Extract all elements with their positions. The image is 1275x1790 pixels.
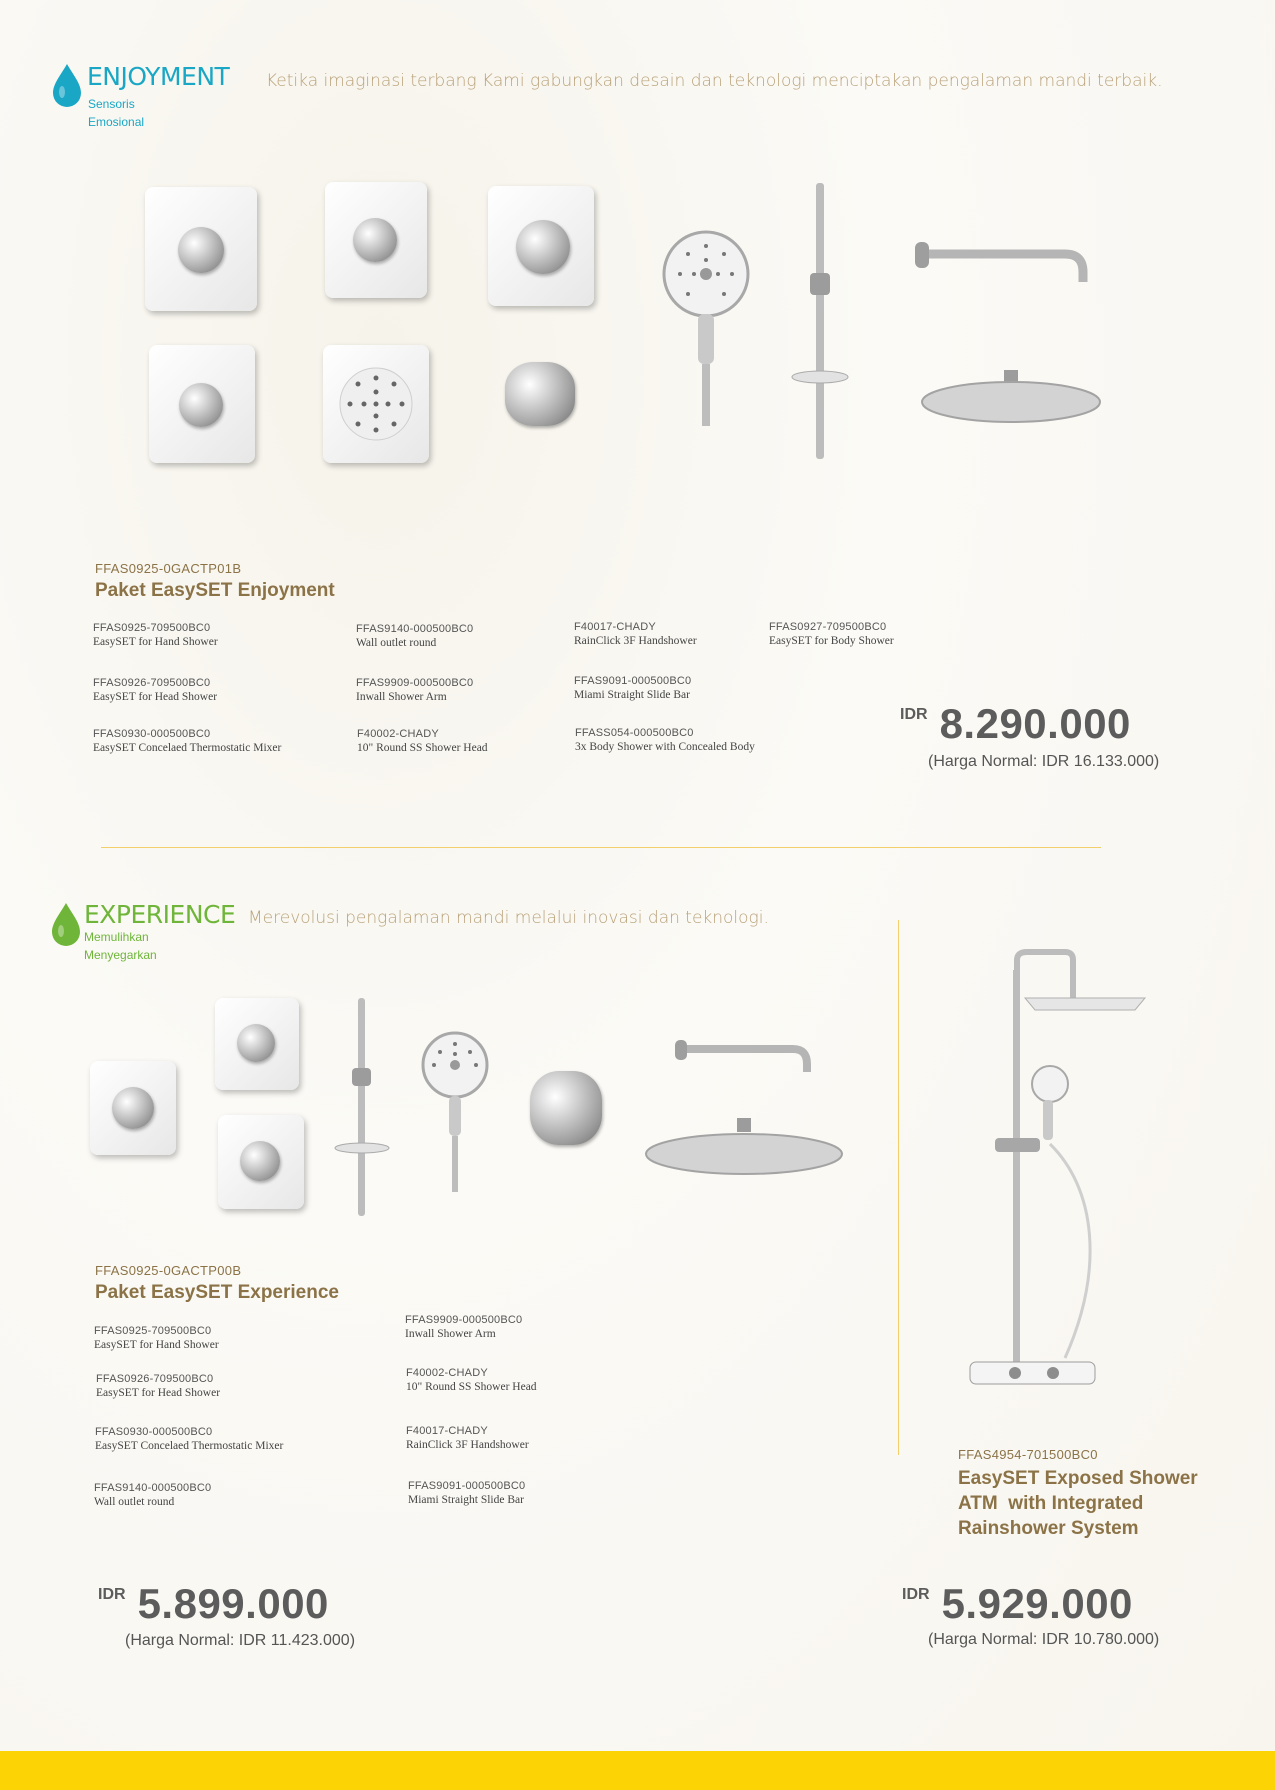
product-name-line: ATM with Integrated — [958, 1493, 1144, 1514]
item-code: F40017-CHADY — [406, 1425, 488, 1437]
item-code: FFAS9909-000500BC0 — [356, 677, 474, 689]
control-panel-image — [145, 187, 257, 311]
water-drop-icon — [49, 901, 83, 947]
nozzle-grid-graphic — [336, 364, 416, 444]
section-title-experience: EXPERIENCE — [84, 900, 236, 929]
thermostat-panel-image — [90, 1061, 176, 1155]
item-code: FFAS9140-000500BC0 — [94, 1482, 212, 1494]
normal-price: (Harga Normal: IDR 11.423.000) — [125, 1632, 356, 1649]
package-item — [406, 1424, 529, 1452]
package-item — [408, 1479, 525, 1507]
item-description: EasySET for Hand Shower — [93, 636, 218, 648]
item-description: Miami Straight Slide Bar — [574, 689, 690, 701]
item-description: EasySET for Hand Shower — [94, 1339, 219, 1351]
section-subtitle — [88, 95, 144, 131]
section-tagline: Ketika imaginasi terbang Kami gabungkan desain dan teknologi menciptakan pengalaman mandi terbaik. — [266, 71, 1163, 91]
knob-image — [240, 1141, 280, 1181]
package-item — [94, 1481, 211, 1509]
package-item — [356, 622, 473, 650]
package-item — [574, 674, 691, 702]
item-code: FFASS054-000500BC0 — [575, 727, 694, 739]
item-code: FFAS0925-709500BC0 — [93, 622, 211, 634]
knob-image — [516, 220, 570, 274]
price-currency: IDR — [900, 706, 928, 723]
package-name: Paket EasySET Enjoyment — [95, 580, 335, 601]
package-code: FFAS0925-0GACTP01B — [95, 561, 242, 576]
item-description: RainClick 3F Handshower — [406, 1439, 529, 1451]
item-description: EasySET for Body Shower — [769, 635, 894, 647]
item-code: FFAS9091-000500BC0 — [408, 1480, 526, 1492]
water-drop-icon — [50, 62, 84, 108]
item-description: EasySET Concelaed Thermostatic Mixer — [93, 742, 282, 754]
footer-bar — [0, 1751, 1275, 1790]
product-price — [902, 1580, 1133, 1628]
item-description: EasySET Concelaed Thermostatic Mixer — [95, 1440, 284, 1452]
package-price — [900, 700, 1131, 748]
item-code: FFAS9091-000500BC0 — [574, 675, 692, 687]
control-panel-image — [218, 1115, 304, 1209]
item-code: FFAS9909-000500BC0 — [405, 1314, 523, 1326]
package-item — [95, 1425, 283, 1453]
body-shower-panel-image — [323, 345, 429, 463]
package-item — [93, 727, 281, 755]
section-divider — [101, 847, 1101, 848]
item-description: 10" Round SS Shower Head — [406, 1381, 537, 1393]
item-code: FFAS0930-000500BC0 — [95, 1426, 213, 1438]
normal-price: (Harga Normal: IDR 10.780.000) — [928, 1631, 1160, 1648]
package-item — [574, 620, 697, 648]
vertical-divider — [898, 920, 899, 1455]
package-item — [93, 621, 218, 649]
item-description: Wall outlet round — [94, 1496, 175, 1508]
package-item — [405, 1313, 522, 1341]
item-code: FFAS0925-709500BC0 — [94, 1325, 212, 1337]
knob-image — [178, 227, 224, 273]
slide-bar-image — [334, 998, 394, 1216]
package-name: Paket EasySET Experience — [95, 1282, 339, 1303]
exposed-shower-system-image — [955, 948, 1155, 1398]
item-description: Inwall Shower Arm — [405, 1328, 496, 1340]
price-currency: IDR — [902, 1586, 930, 1603]
package-item — [96, 1372, 220, 1400]
price-amount: 5.899.000 — [137, 1580, 329, 1627]
knob-image — [112, 1087, 154, 1129]
item-description: RainClick 3F Handshower — [574, 635, 697, 647]
subtitle-line: Sensoris — [88, 97, 135, 111]
package-item — [406, 1366, 537, 1394]
knob-image — [237, 1024, 275, 1062]
item-code: FFAS9140-000500BC0 — [356, 623, 474, 635]
package-item — [769, 620, 894, 648]
package-item — [575, 726, 755, 754]
item-description: Miami Straight Slide Bar — [408, 1494, 524, 1506]
product-name — [958, 1466, 1198, 1541]
product-name-line: EasySET Exposed Shower — [958, 1468, 1198, 1489]
price-currency: IDR — [98, 1586, 126, 1603]
knob-image — [179, 383, 223, 427]
slide-bar-image — [790, 183, 850, 459]
shower-arm-image — [675, 1034, 815, 1074]
item-code: FFAS0926-709500BC0 — [96, 1373, 214, 1385]
item-code: F40002-CHADY — [406, 1367, 488, 1379]
item-description: 3x Body Shower with Concealed Body — [575, 741, 755, 753]
control-panel-image — [325, 182, 427, 298]
item-description: Inwall Shower Arm — [356, 691, 447, 703]
normal-price: (Harga Normal: IDR 16.133.000) — [928, 753, 1160, 770]
subtitle-line: Memulihkan — [84, 930, 149, 944]
hand-shower-image — [660, 228, 752, 428]
package-item — [93, 676, 217, 704]
item-code: F40017-CHADY — [574, 621, 656, 633]
item-description: 10" Round SS Shower Head — [357, 742, 488, 754]
package-item — [94, 1324, 219, 1352]
price-amount: 5.929.000 — [941, 1580, 1133, 1627]
thermostat-panel-image — [488, 186, 594, 306]
wall-outlet-image — [530, 1071, 602, 1145]
item-code: FFAS0926-709500BC0 — [93, 677, 211, 689]
subtitle-line: Emosional — [88, 115, 145, 129]
hand-shower-image — [420, 1030, 490, 1194]
package-item — [357, 727, 488, 755]
round-shower-head-image — [644, 1118, 844, 1178]
control-panel-image — [149, 345, 255, 463]
item-code: FFAS0930-000500BC0 — [93, 728, 211, 740]
section-tagline: Merevolusi pengalaman mandi melalui inovasi dan teknologi. — [248, 908, 769, 928]
control-panel-image — [215, 998, 299, 1090]
item-description: Wall outlet round — [356, 637, 437, 649]
shower-arm-image — [915, 232, 1095, 284]
item-code: FFAS0927-709500BC0 — [769, 621, 887, 633]
package-code: FFAS0925-0GACTP00B — [95, 1263, 242, 1278]
section-subtitle — [84, 928, 157, 964]
item-description: EasySET for Head Shower — [96, 1387, 221, 1399]
round-shower-head-image — [920, 368, 1102, 424]
knob-image — [353, 218, 397, 262]
product-code: FFAS4954-701500BC0 — [958, 1447, 1098, 1462]
product-name-line: Rainshower System — [958, 1518, 1139, 1539]
subtitle-line: Menyegarkan — [84, 948, 157, 962]
item-code: F40002-CHADY — [357, 728, 439, 740]
price-amount: 8.290.000 — [939, 700, 1131, 747]
wall-outlet-image — [505, 362, 575, 426]
item-description: EasySET for Head Shower — [93, 691, 218, 703]
package-item — [356, 676, 473, 704]
section-title-enjoyment: ENJOYMENT — [87, 62, 230, 91]
package-price — [98, 1580, 329, 1628]
